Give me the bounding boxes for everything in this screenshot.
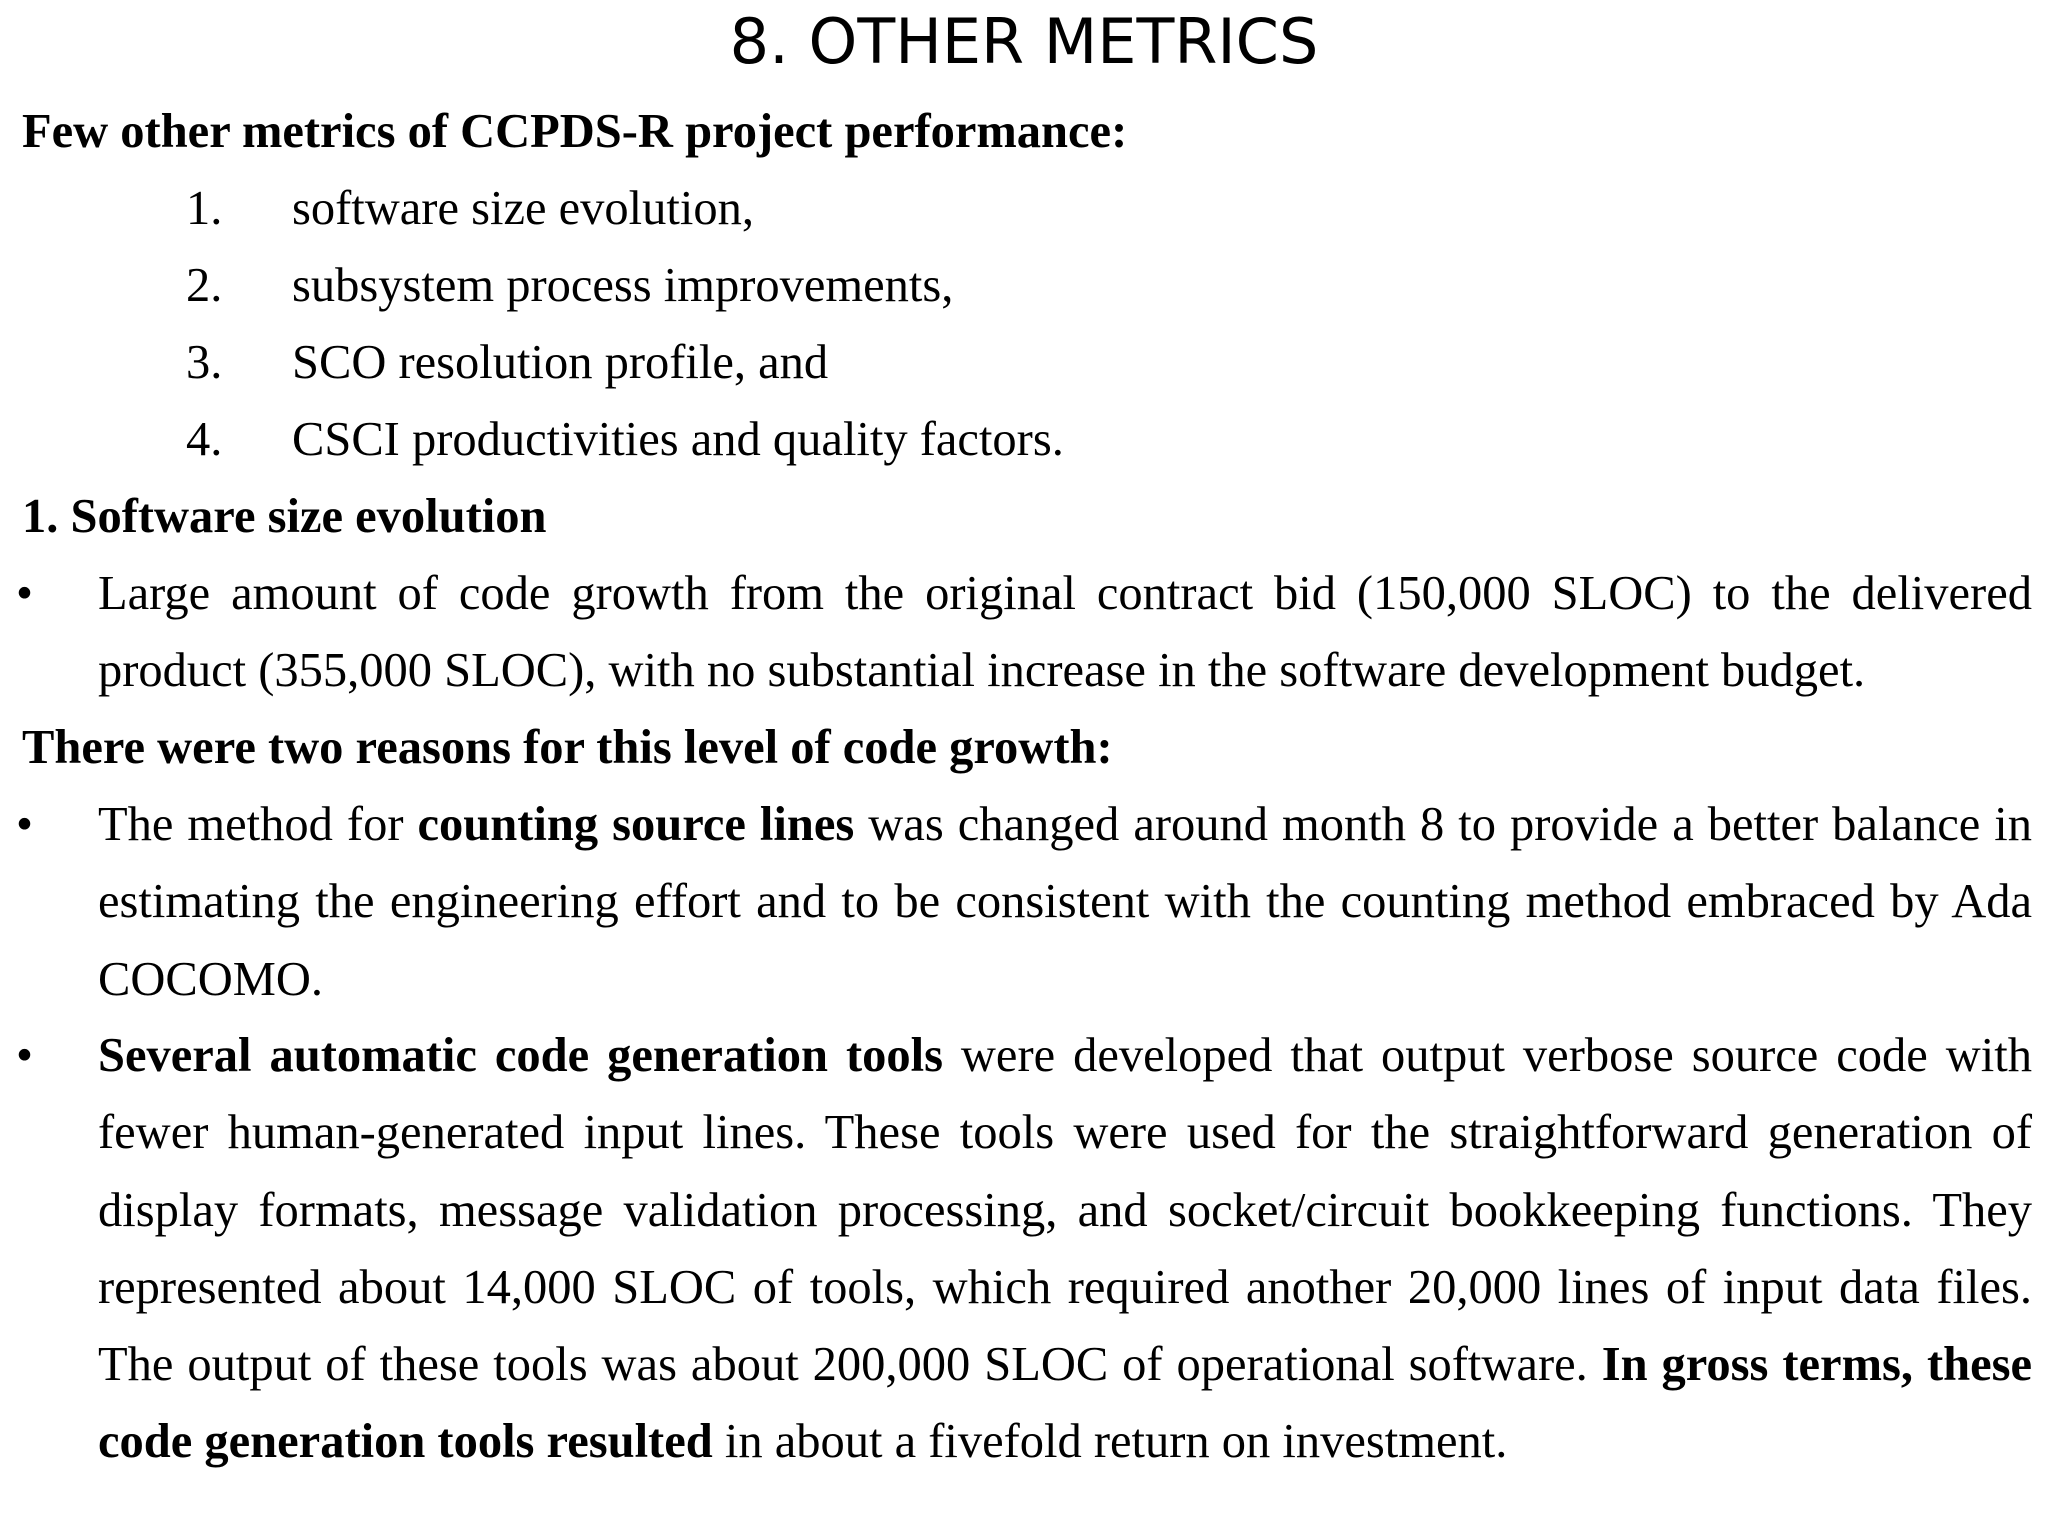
list-item-text: software size evolution, xyxy=(292,182,754,235)
reason-1-text-end: was changed around month 8 to provide a better balance in estimating the engineering effort and to be consistent with the counting method embraced by Ada COCOMO. xyxy=(98,798,2032,1006)
list-item-text: CSCI productivities and quality factors. xyxy=(292,413,1064,466)
section-heading: 1. Software size evolution xyxy=(22,490,547,543)
intro-heading: Few other metrics of CCPDS-R project performance: xyxy=(22,105,1128,158)
list-item-text: SCO resolution profile, and xyxy=(292,336,829,389)
bullet-marker: • xyxy=(16,798,33,851)
page-title: 8. OTHER METRICS xyxy=(729,5,1319,78)
reason-1-emphasis: counting source lines xyxy=(417,798,855,851)
reason-2-paragraph xyxy=(98,1017,2032,1481)
list-item-number: 1. xyxy=(186,182,223,235)
reasons-heading: There were two reasons for this level of code growth: xyxy=(22,721,1113,774)
reason-1-paragraph xyxy=(98,786,2032,1018)
reason-2-emphasis-end: In gross terms, these code generation tools resulted xyxy=(98,1338,2032,1469)
reason-2-text-end: in about a fivefold return on investment. xyxy=(712,1415,1508,1469)
list-item-number: 4. xyxy=(186,413,223,466)
bullet-marker: • xyxy=(16,567,33,620)
bullet-marker: • xyxy=(16,1029,33,1082)
reason-2-text-middle: were developed that output verbose source code with fewer human-generated input lines. These tools were used for the straightforward generation of display formats, message validation processing, and socket/circuit bookkeeping functions. They represented about 14,000 SLOC of tools, which required another 20,000 lines of input data files. The output of these tools was about 200,000 SLOC of operational software. xyxy=(98,1029,2032,1392)
reason-2-emphasis-start: Several automatic code generation tools xyxy=(98,1029,943,1082)
growth-bullet-text: Large amount of code growth from the original contract bid (150,000 SLOC) to the delivered product (355,000 SLOC), with no substantial increase in the software development budget. xyxy=(98,567,2032,698)
list-item-text: subsystem process improvements, xyxy=(292,259,954,312)
list-item-number: 3. xyxy=(186,336,223,389)
reason-1-text-start: The method for xyxy=(98,798,418,851)
list-item-number: 2. xyxy=(186,259,223,312)
